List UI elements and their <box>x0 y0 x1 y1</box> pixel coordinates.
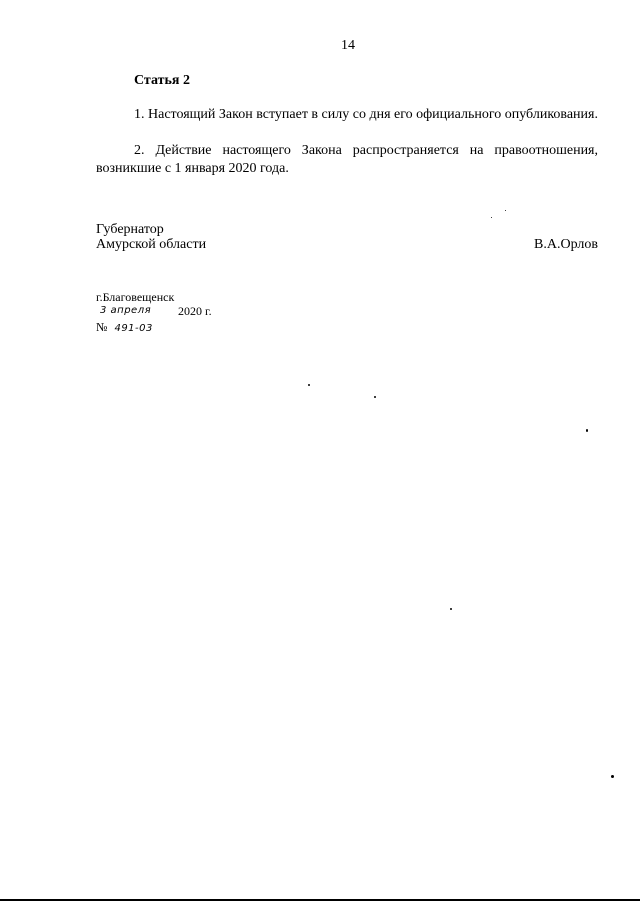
article-heading: Статья 2 <box>134 73 190 88</box>
scan-speck <box>308 384 310 386</box>
number-sign: № <box>96 320 108 334</box>
enactment-city: г.Благовещенск <box>96 290 175 304</box>
scan-speck <box>450 608 452 610</box>
enactment-number <box>96 320 153 336</box>
scan-speck <box>586 429 588 432</box>
paragraph-text: 2. Действие настоящего Закона распространяется на правоотношения, возникшие с 1 января 2020 года. <box>96 143 598 176</box>
paragraph-text: 1. Настоящий Закон вступает в силу со дня его официального опубликования. <box>134 107 598 122</box>
handwritten-date: 3 апреля <box>100 305 152 316</box>
handwritten-number: 491-03 <box>114 323 153 334</box>
bottom-scan-edge <box>0 899 640 901</box>
scan-speck <box>505 210 506 211</box>
scan-speck <box>374 396 376 398</box>
scan-speck <box>491 217 492 218</box>
signatory-title-line-1: Губернатор <box>96 222 164 237</box>
article-paragraph-2 <box>96 142 598 178</box>
signatory-title <box>96 222 206 252</box>
article-paragraph-1 <box>96 106 598 124</box>
page-number: 14 <box>341 38 355 53</box>
signatory-title-line-2: Амурской области <box>96 237 207 252</box>
signatory-name: В.А.Орлов <box>534 237 598 252</box>
enactment-year: 2020 г. <box>178 304 212 318</box>
scan-speck <box>611 775 614 778</box>
